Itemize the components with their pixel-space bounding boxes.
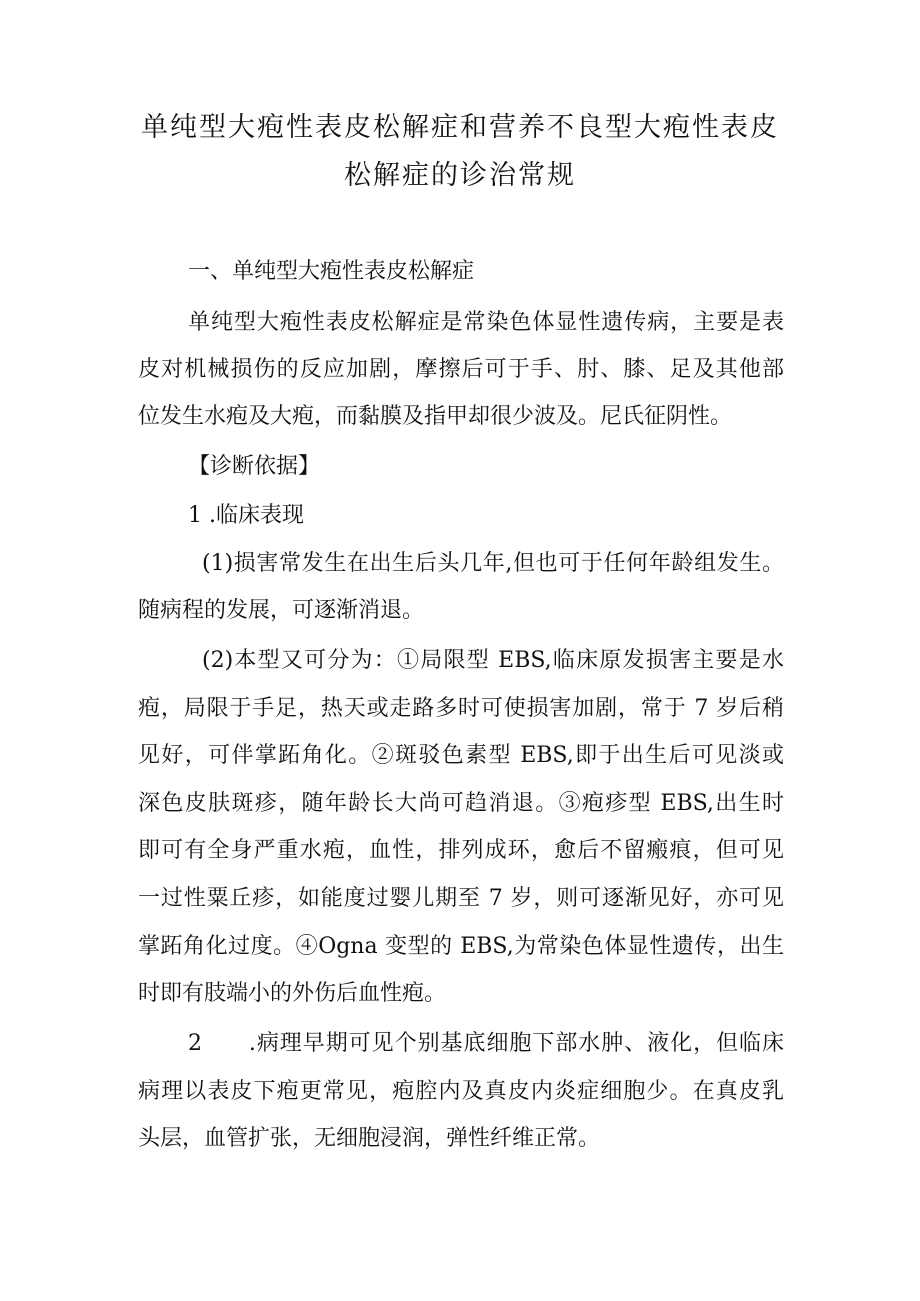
section-heading: 一、单纯型大疱性表皮松解症 — [188, 259, 475, 284]
paragraph-line: 病理以表皮下疱更常见，疱腔内及真皮内炎症细胞少。在真皮乳 — [138, 1079, 784, 1104]
paragraph-line: 见好，可伴掌跖角化。②斑驳色素型 EBS,即于出生后可见淡或 — [138, 743, 784, 768]
paragraph-line: 掌跖角化过度。④Ogna 变型的 EBS,为常染色体显性遗传，出生 — [138, 934, 784, 959]
paragraph-line: (1)损害常发生在出生后头几年,但也可于任何年龄组发生。 — [202, 551, 784, 576]
paragraph-line: 一过性粟丘疹，如能度过婴儿期至 7 岁，则可逐渐见好，亦可见 — [138, 886, 784, 911]
paragraph-line: 皮对机械损伤的反应加剧，摩擦后可于手、肘、膝、足及其他部 — [138, 357, 784, 382]
clinical-heading: 1 .临床表现 — [188, 503, 304, 528]
diagnosis-heading: 【诊断依据】 — [188, 454, 321, 479]
paragraph-line: 疱，局限于手足，热天或走路多时可使损害加剧，常于 7 岁后稍 — [138, 696, 784, 721]
paragraph-line: 位发生水疱及大疱，而黏膜及指甲却很少波及。尼氏征阴性。 — [138, 404, 733, 429]
paragraph-line: 深色皮肤斑疹，随年龄长大尚可趋消退。③疱疹型 EBS,出生时 — [138, 791, 784, 816]
paragraph-line: 头层，血管扩张，无细胞浸润，弹性纤维正常。 — [138, 1126, 601, 1151]
paragraph-line: 随病程的发展，可逐渐消退。 — [138, 598, 425, 623]
paragraph-line: (2)本型又可分为：①局限型 EBS,临床原发损害主要是水 — [202, 648, 784, 673]
document-title-line-2: 松解症的诊治常规 — [344, 160, 576, 191]
document-title-line-1: 单纯型大疱性表皮松解症和营养不良型大疱性表皮 — [141, 112, 779, 143]
paragraph-line: 2 .病理早期可见个别基底细胞下部水肿、液化，但临床 — [188, 1031, 784, 1056]
paragraph-line: 单纯型大疱性表皮松解症是常染色体显性遗传病，主要是表 — [188, 310, 784, 335]
paragraph-line: 时即有肢端小的外伤后血性疱。 — [138, 981, 447, 1006]
paragraph-line: 即可有全身严重水疱，血性，排列成环，愈后不留瘢痕，但可见 — [138, 838, 784, 863]
